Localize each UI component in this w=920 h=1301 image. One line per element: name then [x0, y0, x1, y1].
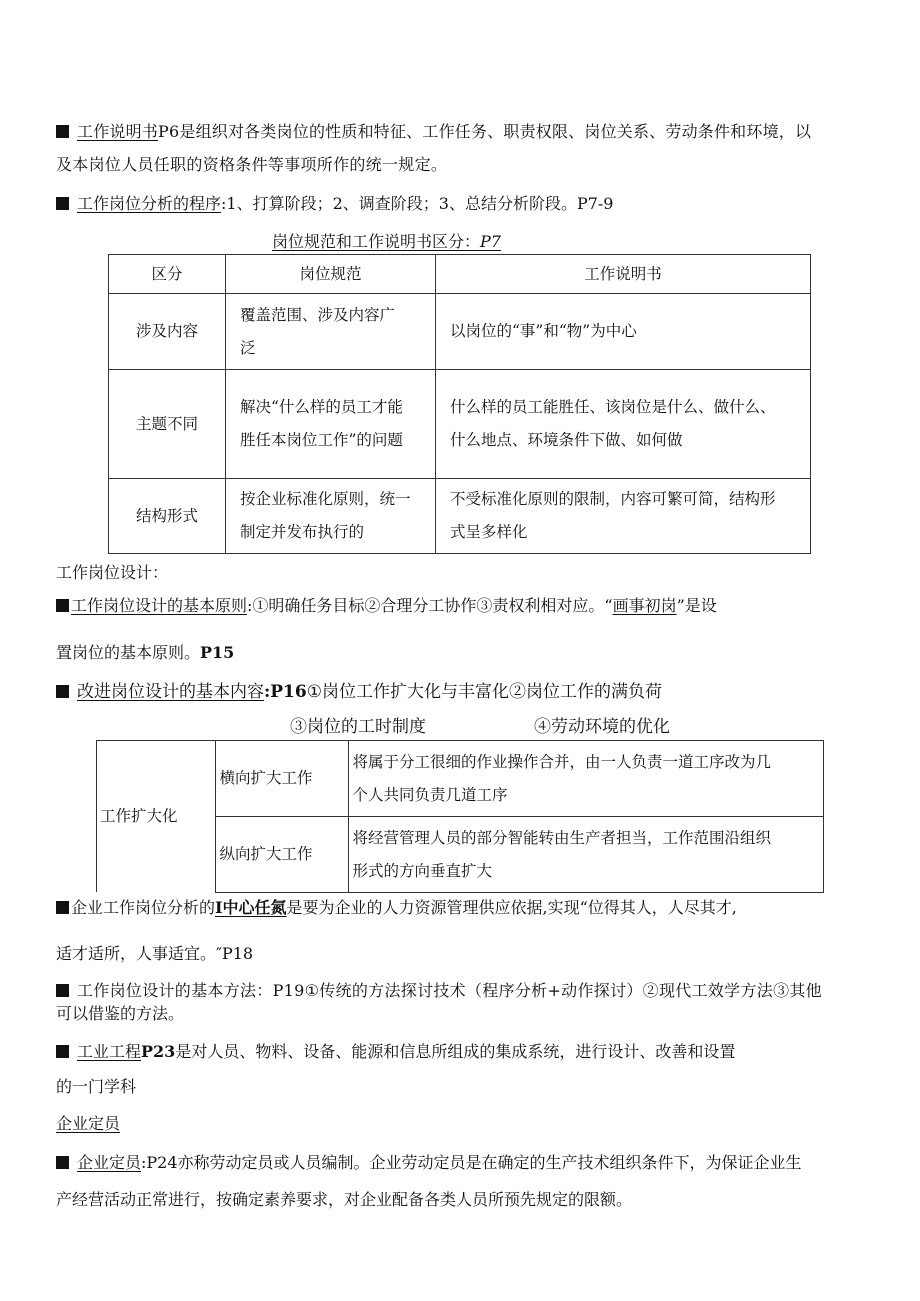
paragraph-job-description-cont: 及本岗位人员任职的资格条件等事项所作的统一规定。: [56, 155, 448, 174]
desc-cell: 将属于分工很细的作业操作合并，由一人负责一道工序改为几 个人共同负责几道工序: [348, 741, 823, 817]
table-row: [109, 294, 811, 370]
bullet-square-icon: [56, 125, 69, 138]
bullet-square-icon: [56, 901, 69, 914]
job-enlargement-table: [96, 740, 824, 893]
table-row: [109, 479, 811, 554]
row-label: 横向扩大工作: [215, 741, 348, 817]
term-staffing: 企业定员: [77, 1153, 142, 1172]
table-left-rule: [96, 740, 97, 892]
header-cell: 工作说明书: [436, 255, 811, 294]
bullet-square-icon: [56, 685, 69, 698]
desc-cell: 什么样的员工能胜任、该岗位是什么、做什么、 什么地点、环境条件下做、如何做: [436, 370, 811, 479]
term-core-task: I中心任氮: [215, 898, 287, 917]
header-cell: 区分: [109, 255, 226, 294]
bullet-square-icon: [56, 197, 69, 210]
paragraph-job-analysis-procedure: 工作岗位分析的程序:1、打算阶段；2、调查阶段；3、总结分析阶段。P7-9: [56, 193, 613, 215]
paragraph-industrial-engineering: 工业工程P23是对人员、物料、设备、能源和信息所组成的集成系统，进行设计、改善和设置: [56, 1041, 735, 1063]
spec-cell: 解决“什么样的员工才能 胜任本岗位工作”的问题: [226, 370, 436, 479]
desc-cell: 不受标准化原则的限制，内容可繁可简，结构形 式呈多样化: [436, 479, 811, 554]
row-label: 主题不同: [109, 370, 226, 479]
table-caption: 岗位规范和工作说明书区分：P7: [272, 232, 501, 251]
desc-cell: 将经营管理人员的部分智能转由生产者担当，工作范围沿组织 形式的方向垂直扩大: [348, 817, 823, 893]
term-job-description: 工作说明书: [77, 122, 159, 141]
group-label: 工作扩大化: [96, 741, 215, 893]
paragraph-analysis-core: 企业工作岗位分析的I中心任氮是要为企业的人力资源管理供应依据,实现“位得其人，人尽其才,: [56, 897, 737, 919]
bullet-square-icon: [56, 599, 69, 612]
table-row: [109, 370, 811, 479]
row-label: 纵向扩大工作: [215, 817, 348, 893]
section-label-job-design: 工作岗位设计：: [56, 563, 169, 582]
term-industrial-engineering: 工业工程: [77, 1042, 142, 1061]
paragraph-job-description: 工作说明书P6是组织对各类岗位的性质和特征、工作任务、职责权限、岗位关系、劳动条件和环境，以: [56, 121, 811, 143]
section-heading-staffing: 企业定员: [56, 1114, 121, 1133]
improve-item-4: ④劳动环境的优化: [534, 717, 670, 737]
paragraph-design-methods-cont: 可以借鉴的方法。: [56, 1004, 185, 1023]
term-improve-design: 改进岗位设计的基本内容: [77, 682, 264, 702]
paragraph-analysis-core-cont: 适才适所，人事适宜。″P18: [56, 944, 254, 963]
paragraph-industrial-engineering-cont: 的一门学科: [56, 1077, 137, 1096]
bullet-square-icon: [56, 1156, 69, 1169]
paragraph-improve-design: 改进岗位设计的基本内容:P16①岗位工作扩大化与丰富化②岗位工作的满负荷: [56, 681, 662, 703]
spec-cell: 覆盖范围、涉及内容广 泛: [226, 294, 436, 370]
row-label: 涉及内容: [109, 294, 226, 370]
improve-item-3: ③岗位的工时制度: [290, 717, 426, 737]
paragraph-design-methods: 工作岗位设计的基本方法：P19①传统的方法探讨技术（程序分析+动作探讨）②现代工效学方法③其他: [56, 980, 822, 1002]
term-job-analysis-procedure: 工作岗位分析的程序: [77, 194, 222, 213]
paragraph-staffing-cont: 产经营活动正常进行，按确定素养要求，对企业配备各类人员所预先规定的限额。: [56, 1190, 633, 1209]
desc-cell: 以岗位的“事”和“物”为中心: [436, 294, 811, 370]
header-cell: 岗位规范: [226, 255, 436, 294]
paragraph-design-principles-cont: 置岗位的基本原则。P15: [56, 643, 235, 662]
term-design-principles: 工作岗位设计的基本原则: [71, 596, 248, 615]
bullet-square-icon: [56, 984, 69, 997]
row-label: 结构形式: [109, 479, 226, 554]
comparison-table: [108, 254, 811, 554]
spec-cell: 按企业标准化原则，统一 制定并发布执行的: [226, 479, 436, 554]
bullet-square-icon: [56, 1045, 69, 1058]
table-row: [96, 741, 823, 817]
paragraph-staffing: 企业定员:P24亦称劳动定员或人员编制。企业劳动定员是在确定的生产技术组织条件下，为保证企业生: [56, 1152, 802, 1174]
paragraph-design-principles: 工作岗位设计的基本原则:①明确任务目标②合理分工协作③责权利相对应。“画事初岗”是设: [56, 595, 717, 617]
